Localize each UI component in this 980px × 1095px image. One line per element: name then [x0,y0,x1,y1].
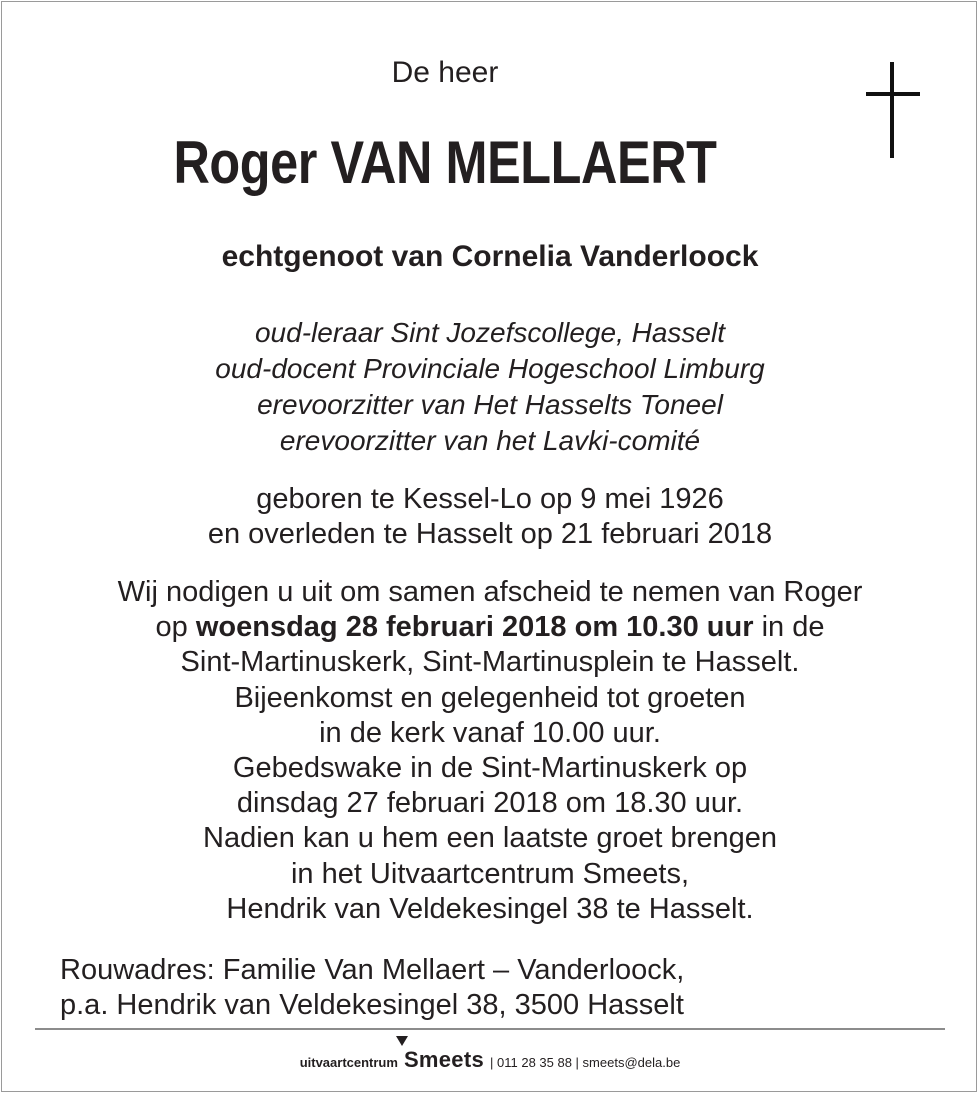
role-line: oud-leraar Sint Jozefscollege, Hasselt [254,317,725,348]
ceremony-line: in het Uitvaartcentrum Smeets, [290,857,690,890]
ceremony-line: dinsdag 27 februari 2018 om 18.30 uur. [236,787,744,820]
death-line: en overleden te Hasselt op 21 februari 2018 [207,518,773,550]
mourning-address [60,953,684,1023]
address-line: Rouwadres: Familie Van Mellaert – Vanderloock, [60,954,685,986]
deceased-name: Roger VAN MELLAERT [173,129,717,196]
name-prefix: De heer [391,56,499,89]
roles-block [0,315,980,459]
role-line: oud-docent Provinciale Hogeschool Limburg [215,353,765,384]
ceremony-block [0,575,980,927]
ceremony-line: in de kerk vanaf 10.00 uur. [319,716,661,749]
role-line: erevoorzitter van het Lavki-comité [279,425,701,456]
ceremony-line: Bijeenkomst en gelegenheid tot groeten [234,681,746,714]
ceremony-date-time: woensdag 28 februari 2018 om 10.30 uur [195,611,754,644]
address-line: p.a. Hendrik van Veldekesingel 38, 3500 Hasselt [60,989,684,1021]
ceremony-line: Wij nodigen u uit om samen afscheid te nemen van Roger [117,576,863,608]
role-line: erevoorzitter van Het Hasselts Toneel [257,389,723,420]
ceremony-text: op [155,611,196,644]
footer-divider [35,1028,945,1030]
ceremony-line: Hendrik van Veldekesingel 38 te Hasselt. [226,892,754,925]
spouse-line: echtgenoot van Cornelia Vanderloock [221,240,759,273]
ceremony-line: Nadien kan u hem een laatste groet brengen [203,822,777,855]
contact-info: | 011 28 35 88 | smeets@dela.be [490,1055,681,1070]
birth-line: geboren te Kessel-Lo op 9 mei 1926 [256,483,724,515]
ceremony-line [0,610,980,645]
ceremony-text: in de [753,611,825,644]
ceremony-line: Gebedswake in de Sint-Martinuskerk op [232,752,748,785]
brand-name: Smeets [403,1047,485,1072]
triangle-down-icon [396,1036,408,1046]
ceremony-line: Sint-Martinuskerk, Sint-Martinusplein te Hasselt. [180,646,800,679]
footer-brand [0,1047,980,1073]
brand-prefix: uitvaartcentrum [299,1055,398,1070]
dates-block [0,482,980,552]
